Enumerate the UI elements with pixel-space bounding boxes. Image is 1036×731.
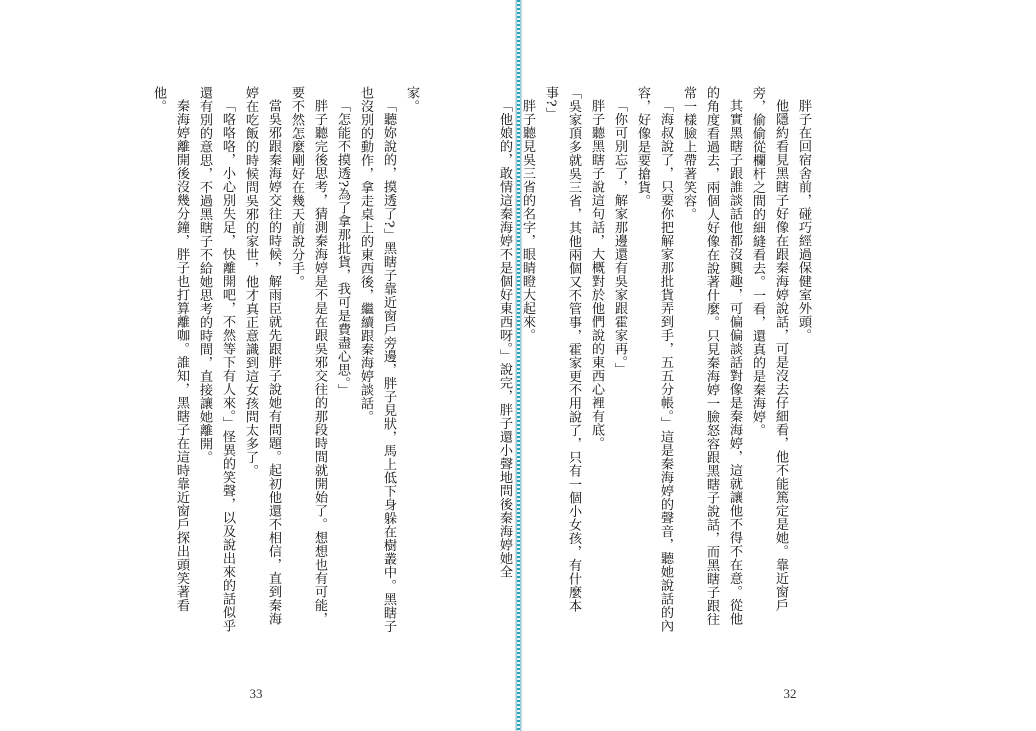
right-page <box>497 0 1036 731</box>
paragraph: 「他娘的，敢情這秦海婷不是個好東西呀。」說完，胖子還小聲地問後秦海婷她全 <box>497 99 512 579</box>
paragraph: 「你可別忘了，解家那邊還有吳家跟霍家再。」 <box>612 99 627 377</box>
paragraph: 當吳邪跟秦海婷交往的時候，解雨臣就先跟胖子說她有問題。起初他還不相信，直到秦海婷在吃飯的時候問吳邪的家世，他才真正意識到這女孩問太多了。 <box>243 86 281 626</box>
paragraph: 秦海婷離開後沒幾分鐘，胖子也打算離咖。誰知，黑瞎子在這時靠近窗戶探出頭笑著看他。 <box>151 86 189 613</box>
paragraph: 「怎能不摸透?為了拿那批貨，我可是費盡心思。」 <box>335 99 350 397</box>
paragraph: 他隱約看見黑瞎子好像在跟秦海婷說話，可是沒去仔細看，他不能篤定是她。靠近窗戶旁，偷偷從欄杆之間的細縫看去。一看，還真的是秦海婷。 <box>750 86 788 613</box>
paragraph: 胖子聽見吳三省的名字，眼睛瞪大起來。 <box>520 99 535 343</box>
paragraph: 「聽妳說的，摸透了?」黑瞎子靠近窗戶旁邊，胖子見狀，馬上低下身躲在樹叢中。黑瞎子也沒別的動作，拿走桌上的東西後，繼續跟秦海婷談話。 <box>358 86 396 634</box>
right-page-text <box>493 86 815 634</box>
paragraph: 胖子在回宿舍前，碰巧經過保健室外頭。 <box>796 99 811 343</box>
paragraph: 家。 <box>404 86 419 113</box>
paragraph: 胖子聽黑瞎子說這句話，大概對於他們說的東西心裡有底。 <box>589 99 604 451</box>
paragraph: 胖子聽完後思考，猜測秦海婷是不是在跟吳邪交往的那段時間就開始了。想想也有可能，要不然怎麼剛好在幾天前說分手。 <box>289 86 327 626</box>
page-number: 33 <box>249 686 263 701</box>
paragraph: 「咯咯咯，小心別失足，快離開吧，不然等下有人來。」怪異的笑聲，以及說出來的話似乎還有別的意思，不過黑瞎子不給她思考的時間，直接讓她離開。 <box>197 86 235 633</box>
left-page <box>0 0 516 731</box>
paragraph: 「海叔說了，只要你把解家那批貨弄到手，五五分帳。」這是秦海婷的聲音，聽她說話的內容，好像是要搶貨。 <box>635 86 673 633</box>
page-number: 32 <box>783 686 797 701</box>
left-page-text <box>147 86 423 634</box>
paragraph: 「吳家頂多就吳三省，其他兩個又不管事，霍家更不用說了，只有一個小女孩，有什麼本事?」 <box>543 86 581 613</box>
paragraph: 其實黑瞎子跟誰談話他都沒興趣，可偏偏談話對像是秦海婷，這就讓他不得不在意。從他的角度看過去，兩個人好像在說著什麼。只見秦海婷一臉怒容跟黑瞎子說話，而黑瞎子跟往常一樣臉上帶著笑容。 <box>681 86 742 626</box>
